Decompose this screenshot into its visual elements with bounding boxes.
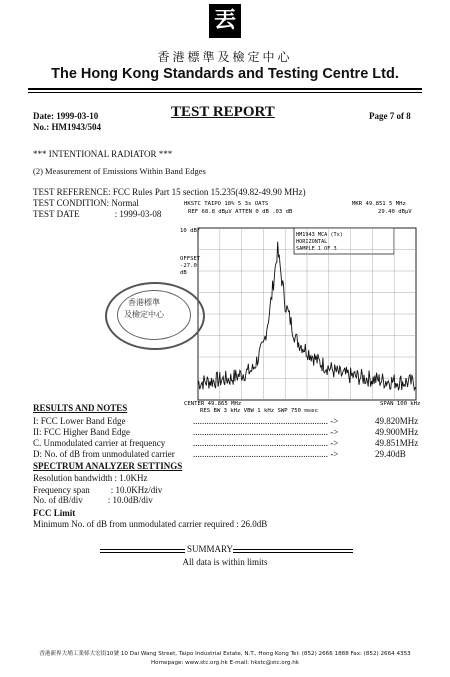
plot-header-left: HKSTC TAIPO 18% 5 3s OATS (184, 201, 269, 207)
plot-y-label: 10 dB/ (180, 228, 201, 234)
header-rule-thin (28, 92, 422, 93)
result-label: I: FCC Lower Band Edge (33, 416, 126, 426)
frequency-span: Frequency span : 10.0KHz/div (33, 485, 163, 495)
plot-span: SPAN 100 kHz (380, 401, 421, 407)
plot-ref-right: 29.40 dBµV (378, 209, 412, 215)
plot-bottom: RES BW 3 kHz VBW 1 kHz SWP 750 msec (200, 408, 318, 414)
seal-text-2: 及檢定中心 (124, 310, 164, 319)
result-label: D: No. of dB from unmodulated carrier (33, 449, 175, 459)
result-row: II: FCC Higher Band Edge ............................................................ -> 49.900MHz (33, 427, 419, 437)
page-number: Page 7 of 8 (369, 111, 411, 121)
chinese-org-name: 香港標準及檢定中心 (157, 50, 293, 64)
header-rule (28, 88, 422, 90)
summary-text: All data is within limits (182, 557, 268, 567)
plot-center: CENTER 49.865 MHz (184, 401, 242, 407)
resolution-bandwidth: Resolution bandwidth : 1.0KHz (33, 473, 148, 483)
result-row: C. Unmodulated carrier at frequency ............................................................ -> 49.851MHz (33, 438, 419, 448)
result-value: 29.40dB (375, 449, 406, 459)
plot-ref-line: REF 68.8 dBµV ATTEN 0 dB .03 dB (188, 209, 293, 215)
result-row: D: No. of dB from unmodulated carrier ............................................................ -> 29.40dB (33, 449, 406, 459)
db-per-div: No. of dB/div : 10.0dB/div (33, 495, 153, 505)
footer-address: 香港新界大埔工業邨大宏街10號 10 Dai Wang Street, Taipo Industrial Estate, N.T., Hong Kong Tel: (852) 2666 1888 Fax: (852) 2664 4353 (39, 651, 411, 657)
spectrum-heading: SPECTRUM ANALYZER SETTINGS (33, 461, 183, 471)
report-no-line: No.: HM1943/504 (33, 122, 101, 132)
svg-text:-27.0: -27.0 (180, 263, 197, 269)
result-value: 49.851MHz (375, 438, 419, 448)
footer-web: Homepage: www.stc.org.hk E-mail: hkstc@stc.org.hk (150, 660, 300, 666)
test-reference: TEST REFERENCE: FCC Rules Part 15 section 15.235(49.82-49.90 MHz) (33, 187, 306, 197)
results-heading: RESULTS AND NOTES (33, 403, 128, 413)
seal-text-1: 香港標準 (128, 298, 160, 307)
measurement-heading: (2) Measurement of Emissions Within Band Edges (33, 166, 206, 176)
result-row: I: FCC Lower Band Edge ............................................................ -> 49.820MHz (33, 416, 419, 426)
svg-text:HORIZONTAL: HORIZONTAL (296, 239, 328, 245)
summary-rule-left (100, 549, 185, 553)
fcc-limit-text: Minimum No. of dB from unmodulated carrier required : 26.0dB (33, 519, 268, 529)
test-date: TEST DATE : 1999-03-08 (33, 209, 162, 219)
date-line: Date: 1999-03-10 (33, 111, 99, 121)
radiator-heading: *** INTENTIONAL RADIATOR *** (33, 149, 173, 159)
page-title: TEST REPORT (171, 104, 275, 120)
plot-header-right: MKR 49.851 5 MHz (352, 201, 406, 207)
spectrum-plot (180, 198, 440, 420)
test-condition: TEST CONDITION: Normal (33, 198, 139, 208)
plot-offset-label: OFFSET (180, 256, 201, 262)
result-value: 49.820MHz (375, 416, 419, 426)
result-label: C. Unmodulated carrier at frequency (33, 438, 166, 448)
result-label: II: FCC Higher Band Edge (33, 427, 130, 437)
svg-text:dB: dB (180, 270, 187, 276)
svg-text:SAMPLE 1 OF 3: SAMPLE 1 OF 3 (296, 246, 337, 252)
result-value: 49.900MHz (375, 427, 419, 437)
svg-text:HM1943 MCA (Tx): HM1943 MCA (Tx) (296, 232, 343, 238)
summary-label: SUMMARY (187, 544, 234, 554)
fcc-limit-heading: FCC Limit (33, 508, 76, 518)
org-name: The Hong Kong Standards and Testing Centre Ltd. (51, 66, 399, 82)
logo: 丟 (209, 4, 241, 38)
summary-rule-right (233, 549, 353, 553)
